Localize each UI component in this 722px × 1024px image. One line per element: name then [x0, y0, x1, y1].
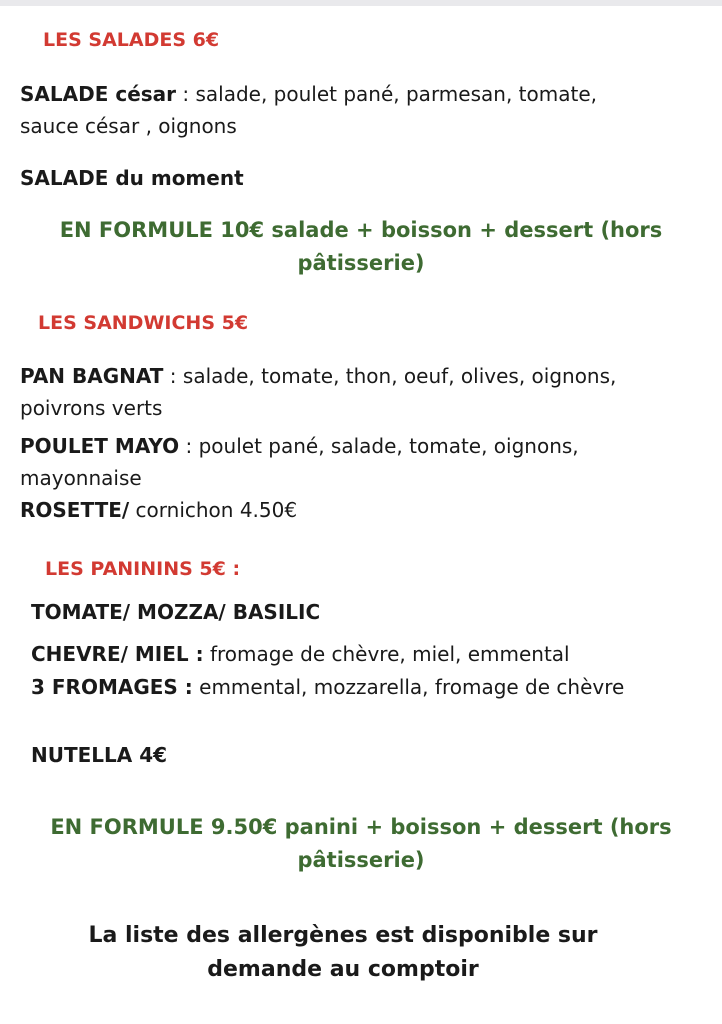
top-bar — [0, 0, 722, 6]
item-name: 3 FROMAGES : — [31, 675, 193, 699]
allergen-line: La liste des allergènes est disponible sur — [88, 923, 598, 948]
formula-line: EN FORMULE 10€ salade + boisson + dessert (hors — [59, 218, 663, 242]
formula-line: pâtisserie) — [297, 251, 425, 275]
item-desc: : salade, poulet pané, parmesan, tomate, — [176, 82, 597, 106]
formula-salades — [0, 214, 722, 280]
menu-item-tomate-mozza — [31, 596, 320, 628]
item-name: ROSETTE/ — [20, 498, 130, 522]
item-desc: cornichon 4.50€ — [129, 498, 298, 522]
item-name: POULET MAYO — [20, 434, 180, 458]
allergen-line: demande au comptoir — [207, 957, 479, 982]
menu-item-nutella — [31, 739, 167, 771]
item-name: CHEVRE/ MIEL : — [31, 642, 204, 666]
item-desc-cont: sauce césar , oignons — [20, 114, 237, 138]
menu-item-chevre-miel — [31, 638, 570, 670]
menu-item-salade-cesar — [20, 78, 597, 142]
menu-item-rosette — [20, 494, 297, 526]
item-desc-cont: mayonnaise — [20, 466, 142, 490]
item-name: SALADE césar — [20, 82, 177, 106]
item-name: SALADE du moment — [20, 166, 244, 190]
item-desc: : poulet pané, salade, tomate, oignons, — [179, 434, 579, 458]
item-name: PAN BAGNAT — [20, 364, 164, 388]
formula-line: EN FORMULE 9.50€ panini + boisson + dessert (hors — [50, 815, 672, 839]
item-desc: : salade, tomate, thon, oeuf, olives, oignons, — [163, 364, 617, 388]
section-title-salades: LES SALADES 6€ — [43, 29, 220, 51]
formula-paninis — [0, 811, 722, 877]
formula-line: pâtisserie) — [297, 848, 425, 872]
allergen-notice — [0, 919, 686, 987]
menu-item-pan-bagnat — [20, 360, 616, 424]
item-desc: fromage de chèvre, miel, emmental — [203, 642, 570, 666]
item-name: TOMATE/ MOZZA/ BASILIC — [31, 600, 321, 624]
section-title-sandwichs: LES SANDWICHS 5€ — [38, 312, 249, 334]
item-name: NUTELLA 4€ — [31, 743, 168, 767]
item-desc: emmental, mozzarella, fromage de chèvre — [192, 675, 625, 699]
section-title-paninis: LES PANININS 5€ : — [45, 558, 241, 580]
item-desc-cont: poivrons verts — [20, 396, 163, 420]
menu-item-3-fromages — [31, 671, 624, 703]
menu-item-salade-moment — [20, 162, 244, 194]
menu-item-poulet-mayo — [20, 430, 579, 494]
